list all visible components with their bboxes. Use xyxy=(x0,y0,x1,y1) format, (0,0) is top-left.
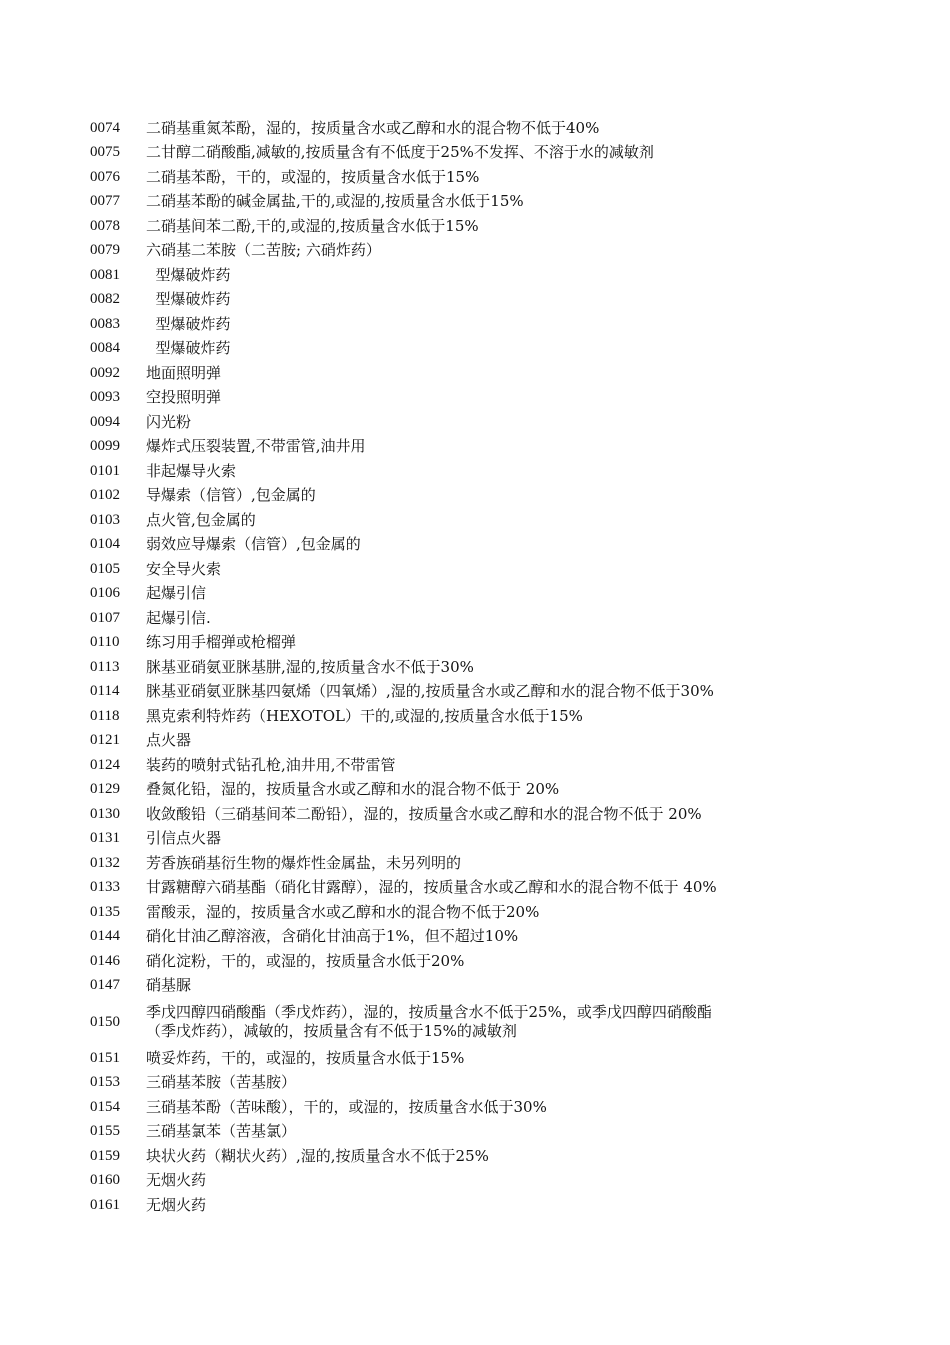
item-name: 三硝基氯苯（苦基氯） xyxy=(146,1122,297,1141)
item-name: 硝化甘油乙醇溶液，含硝化甘油高于1%，但不超过10% xyxy=(146,927,519,946)
item-name: 二硝基苯酚，干的，或湿的，按质量含水低于15% xyxy=(146,167,480,186)
item-name: 脒基亚硝氨亚脒基肼,湿的,按质量含水不低于30% xyxy=(146,657,474,676)
item-code: 0129 xyxy=(90,781,120,798)
list-item xyxy=(90,900,810,925)
item-name: 地面照明弹 xyxy=(146,363,222,382)
list-item xyxy=(90,533,810,558)
list-item xyxy=(90,361,810,386)
list-item xyxy=(90,925,810,950)
item-name: 无烟火药 xyxy=(146,1195,207,1214)
item-code: 0147 xyxy=(90,977,120,994)
item-code: 0160 xyxy=(90,1172,120,1189)
list-item xyxy=(90,582,810,607)
list-item xyxy=(90,680,810,705)
item-name: 雷酸汞，湿的，按质量含水或乙醇和水的混合物不低于20% xyxy=(146,902,540,921)
list-item xyxy=(90,704,810,729)
item-code: 0099 xyxy=(90,438,120,455)
item-name: 喷妥炸药，干的，或湿的，按质量含水低于15% xyxy=(146,1048,465,1067)
item-name: 收敛酸铅（三硝基间苯二酚铅），湿的，按质量含水或乙醇和水的混合物不低于 20% xyxy=(146,804,702,823)
item-name: 季戊四醇四硝酸酯（季戊炸药），湿的，按质量含水不低于25%，或季戊四醇四硝酸酯 （季戊炸药），减敏的，按质量含有不低于15%的减敏剂 xyxy=(146,1003,712,1040)
item-code: 0150 xyxy=(90,1013,120,1030)
item-code: 0094 xyxy=(90,413,120,430)
item-code: 0093 xyxy=(90,389,120,406)
list-item xyxy=(90,288,810,313)
item-name: 二硝基重氮苯酚，湿的，按质量含水或乙醇和水的混合物不低于40% xyxy=(146,118,600,137)
item-name: 弱效应导爆索（信管）,包金属的 xyxy=(146,535,361,554)
item-code: 0114 xyxy=(90,683,120,700)
item-code: 0104 xyxy=(90,536,120,553)
item-name: 练习用手榴弹或枪榴弹 xyxy=(146,633,297,652)
list-item xyxy=(90,386,810,411)
list-item xyxy=(90,729,810,754)
list-item xyxy=(90,827,810,852)
item-code: 0146 xyxy=(90,952,120,969)
list-item xyxy=(90,263,810,288)
list-item xyxy=(90,802,810,827)
item-code: 0082 xyxy=(90,291,120,308)
item-name: 叠氮化铅，湿的，按质量含水或乙醇和水的混合物不低于 20% xyxy=(146,780,560,799)
item-name: 点火管,包金属的 xyxy=(146,510,256,529)
list-item xyxy=(90,998,810,1046)
list-item xyxy=(90,557,810,582)
item-name: 引信点火器 xyxy=(146,829,222,848)
list-item xyxy=(90,484,810,509)
item-name: 黑克索利特炸药（HEXOTOL）干的,或湿的,按质量含水低于15% xyxy=(146,706,583,725)
list-item xyxy=(90,1046,810,1071)
list-item xyxy=(90,753,810,778)
list-item xyxy=(90,1193,810,1218)
item-code: 0144 xyxy=(90,928,120,945)
item-name: 型爆破炸药 xyxy=(146,339,231,358)
item-name: 闪光粉 xyxy=(146,412,192,431)
item-code: 0077 xyxy=(90,193,120,210)
list-item xyxy=(90,508,810,533)
item-name: 起爆引信 xyxy=(146,584,207,603)
list-item xyxy=(90,1144,810,1169)
item-code: 0101 xyxy=(90,462,120,479)
list-item xyxy=(90,239,810,264)
list-item xyxy=(90,631,810,656)
list-item xyxy=(90,606,810,631)
item-name: 起爆引信. xyxy=(146,608,211,627)
item-code: 0079 xyxy=(90,242,120,259)
item-name: 甘露糖醇六硝基酯（硝化甘露醇），湿的，按质量含水或乙醇和水的混合物不低于 40% xyxy=(146,878,717,897)
item-name: 三硝基苯酚（苦味酸），干的，或湿的，按质量含水低于30% xyxy=(146,1097,547,1116)
item-code: 0130 xyxy=(90,805,120,822)
list-item xyxy=(90,459,810,484)
item-name: 芳香族硝基衍生物的爆炸性金属盐，未另列明的 xyxy=(146,853,462,872)
list-item xyxy=(90,1169,810,1194)
item-name: 安全导火索 xyxy=(146,559,222,578)
list-item xyxy=(90,435,810,460)
item-name: 爆炸式压裂装置,不带雷管,油井用 xyxy=(146,437,366,456)
item-code: 0132 xyxy=(90,854,120,871)
item-name: 非起爆导火索 xyxy=(146,461,237,480)
list-item xyxy=(90,141,810,166)
item-name: 二甘醇二硝酸酯,减敏的,按质量含有不低度于25%不发挥、不溶于水的减敏剂 xyxy=(146,143,654,162)
item-name: 型爆破炸药 xyxy=(146,290,231,309)
item-code: 0110 xyxy=(90,634,120,651)
list-item xyxy=(90,851,810,876)
item-code: 0092 xyxy=(90,364,120,381)
list-item xyxy=(90,974,810,999)
item-code: 0124 xyxy=(90,756,120,773)
list-item xyxy=(90,949,810,974)
list-item xyxy=(90,165,810,190)
item-name: 硝化淀粉，干的，或湿的，按质量含水低于20% xyxy=(146,951,465,970)
item-code: 0118 xyxy=(90,707,120,724)
item-code: 0078 xyxy=(90,217,120,234)
item-name: 块状火药（糊状火药）,湿的,按质量含水不低于25% xyxy=(146,1146,489,1165)
list-item xyxy=(90,1120,810,1145)
item-code: 0151 xyxy=(90,1049,120,1066)
list-item xyxy=(90,214,810,239)
list-item xyxy=(90,1095,810,1120)
item-name: 型爆破炸药 xyxy=(146,265,231,284)
item-code: 0074 xyxy=(90,119,120,136)
list-item xyxy=(90,190,810,215)
item-code: 0131 xyxy=(90,830,120,847)
item-code: 0153 xyxy=(90,1074,120,1091)
list-item xyxy=(90,312,810,337)
item-code: 0135 xyxy=(90,903,120,920)
item-name: 装药的喷射式钻孔枪,油井用,不带雷管 xyxy=(146,755,396,774)
item-name: 六硝基二苯胺（二苦胺; 六硝炸药） xyxy=(146,241,381,260)
list-item xyxy=(90,410,810,435)
list-item xyxy=(90,778,810,803)
item-name: 无烟火药 xyxy=(146,1171,207,1190)
list-item xyxy=(90,116,810,141)
item-name: 二硝基苯酚的碱金属盐,干的,或湿的,按质量含水低于15% xyxy=(146,192,524,211)
item-code: 0159 xyxy=(90,1147,120,1164)
item-name: 三硝基苯胺（苦基胺） xyxy=(146,1073,297,1092)
item-code: 0076 xyxy=(90,168,120,185)
list-item xyxy=(90,655,810,680)
item-name: 二硝基间苯二酚,干的,或湿的,按质量含水低于15% xyxy=(146,216,479,235)
item-code: 0113 xyxy=(90,658,120,675)
document-list xyxy=(90,116,810,1218)
item-code: 0107 xyxy=(90,609,120,626)
item-code: 0084 xyxy=(90,340,120,357)
item-code: 0106 xyxy=(90,585,120,602)
item-name: 导爆索（信管）,包金属的 xyxy=(146,486,316,505)
list-item xyxy=(90,1071,810,1096)
item-code: 0081 xyxy=(90,266,120,283)
item-code: 0133 xyxy=(90,879,120,896)
item-code: 0121 xyxy=(90,732,120,749)
item-code: 0155 xyxy=(90,1123,120,1140)
item-name: 空投照明弹 xyxy=(146,388,222,407)
item-code: 0102 xyxy=(90,487,120,504)
item-code: 0075 xyxy=(90,144,120,161)
item-name: 硝基脲 xyxy=(146,976,192,995)
item-code: 0103 xyxy=(90,511,120,528)
list-item xyxy=(90,337,810,362)
item-code: 0154 xyxy=(90,1098,120,1115)
item-name: 型爆破炸药 xyxy=(146,314,231,333)
item-name: 点火器 xyxy=(146,731,192,750)
item-name: 脒基亚硝氨亚脒基四氨烯（四氧烯）,湿的,按质量含水或乙醇和水的混合物不低于30% xyxy=(146,682,714,701)
item-code: 0105 xyxy=(90,560,120,577)
item-code: 0161 xyxy=(90,1196,120,1213)
list-item xyxy=(90,876,810,901)
item-code: 0083 xyxy=(90,315,120,332)
